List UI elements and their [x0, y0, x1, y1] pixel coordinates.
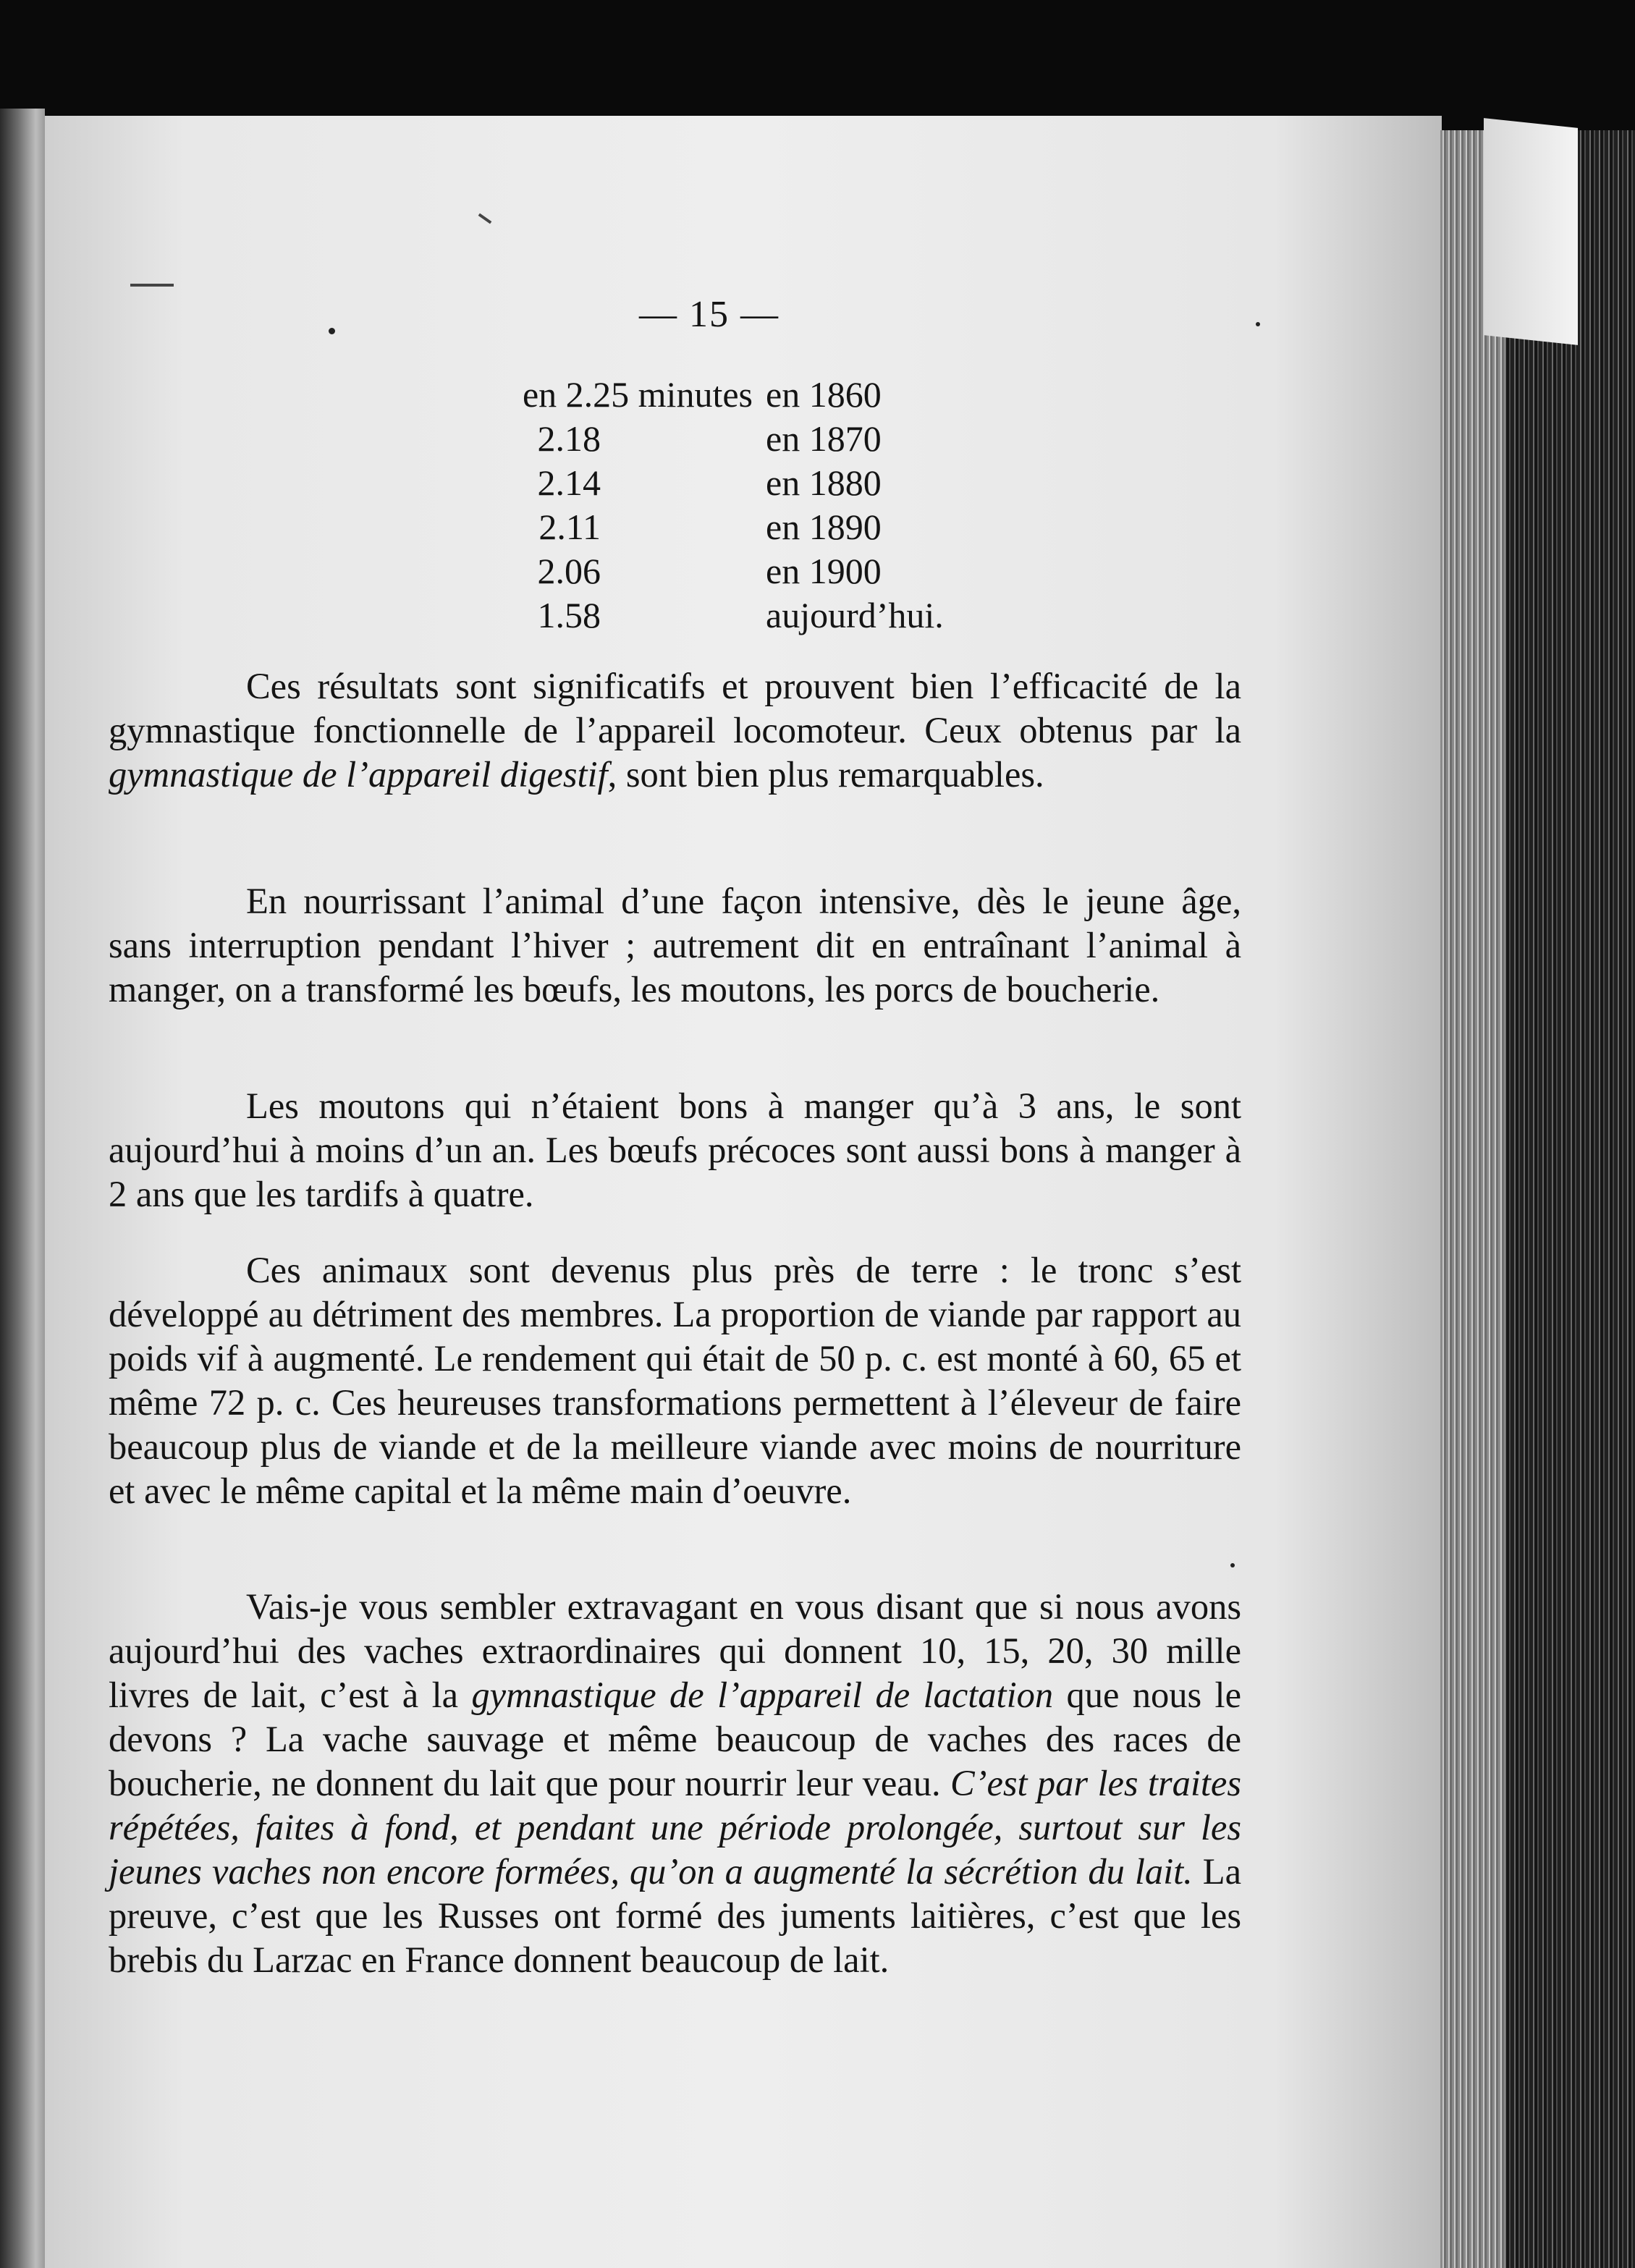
- text-run: , sont bien plus remarquables.: [607, 754, 1044, 795]
- time-value: en 2.25 minutes: [522, 374, 753, 415]
- period-value: en 1900: [766, 551, 882, 591]
- paragraph-precocity: Les moutons qui n’étaient bons à manger qu’à 3 ans, le sont aujourd’hui à moins d’un an. Les bœufs précoces sont aussi bons à manger à 2 ans que les tardifs à quatre.: [109, 1086, 1241, 1214]
- table-row: [485, 549, 992, 593]
- page-number: — 15 —: [639, 294, 780, 335]
- page-stack-edges: [1440, 130, 1635, 2268]
- speed-table: [485, 373, 992, 638]
- time-value: 1.58: [537, 595, 601, 635]
- time-value: 2.18: [537, 418, 601, 459]
- text-run: que nous le devons ? La vache sauvage et même beaucoup de vaches des races de boucherie, ne donnent du lait que pour nourrir leur veau.: [109, 1675, 1241, 1803]
- time-value: 2.14: [537, 462, 601, 503]
- paragraph-conformation: Ces animaux sont devenus plus près de terre : le tronc s’est développé au détriment des membres. La proportion de viande par rapport au poids vif à augmenté. Le rendement qui était de 50 p. c. est monté à 60, 65 et même 72 p. c. Ces heureuses transformations permettent à l’éleveur de faire beaucoup plus de viande et de la meilleure viande avec moins de nourriture et avec le même capital et la même main d’oeuvre.: [109, 1250, 1241, 1511]
- text-run: Ces résultats sont significatifs et prouvent bien l’efficacité de la gymnastique fonctionnelle de l’appareil locomoteur. Ceux obtenus par la: [109, 666, 1241, 750]
- text-run: La preuve, c’est que les Russes ont formé des juments laitières, c’est que les brebis du Larzac en France donnent beaucoup de lait.: [109, 1851, 1241, 1980]
- scan-speck: [1256, 322, 1260, 326]
- period-value: aujourd’hui.: [766, 595, 944, 635]
- table-row: [485, 373, 992, 417]
- table-row: [485, 417, 992, 461]
- text-run: Vais-je vous sembler extravagant en vous disant que si nous avons aujourd’hui des vaches extraordinaires qui donnent 10, 15, 20, 30 mille livres de lait, c’est à la: [109, 1586, 1241, 1715]
- time-value: 2.11: [538, 507, 601, 547]
- italic-term: gymnastique de l’appareil de lactation: [471, 1675, 1054, 1715]
- italic-statement: C’est par les traites répétées, faites à fond, et pendant une période prolongée, surtout sur les jeunes vaches non encore formées, qu’on a augmenté la sécrétion du lait.: [109, 1763, 1241, 1892]
- scan-speck: [1230, 1563, 1235, 1567]
- paragraph-lactation: [109, 1585, 1241, 1982]
- period-value: en 1890: [766, 507, 882, 547]
- period-value: en 1860: [766, 374, 882, 415]
- scan-mark: [130, 284, 174, 287]
- period-value: en 1880: [766, 462, 882, 503]
- table-row: [485, 461, 992, 505]
- italic-term: gymnastique de l’appareil digestif: [109, 754, 608, 795]
- adjacent-page-edge: [0, 109, 45, 2268]
- period-value: en 1870: [766, 418, 882, 459]
- time-value: 2.06: [537, 551, 601, 591]
- page-tab: [1484, 118, 1578, 345]
- table-row: [485, 593, 992, 638]
- paragraph-results: [109, 664, 1241, 797]
- paragraph-feeding: En nourrissant l’animal d’une façon intensive, dès le jeune âge, sans interruption pendant l’hiver ; autrement dit en entraînant l’animal à manger, on a transformé les bœufs, les moutons, les porcs de boucherie.: [109, 881, 1241, 1010]
- scan-speck: [329, 328, 335, 334]
- table-row: [485, 505, 992, 549]
